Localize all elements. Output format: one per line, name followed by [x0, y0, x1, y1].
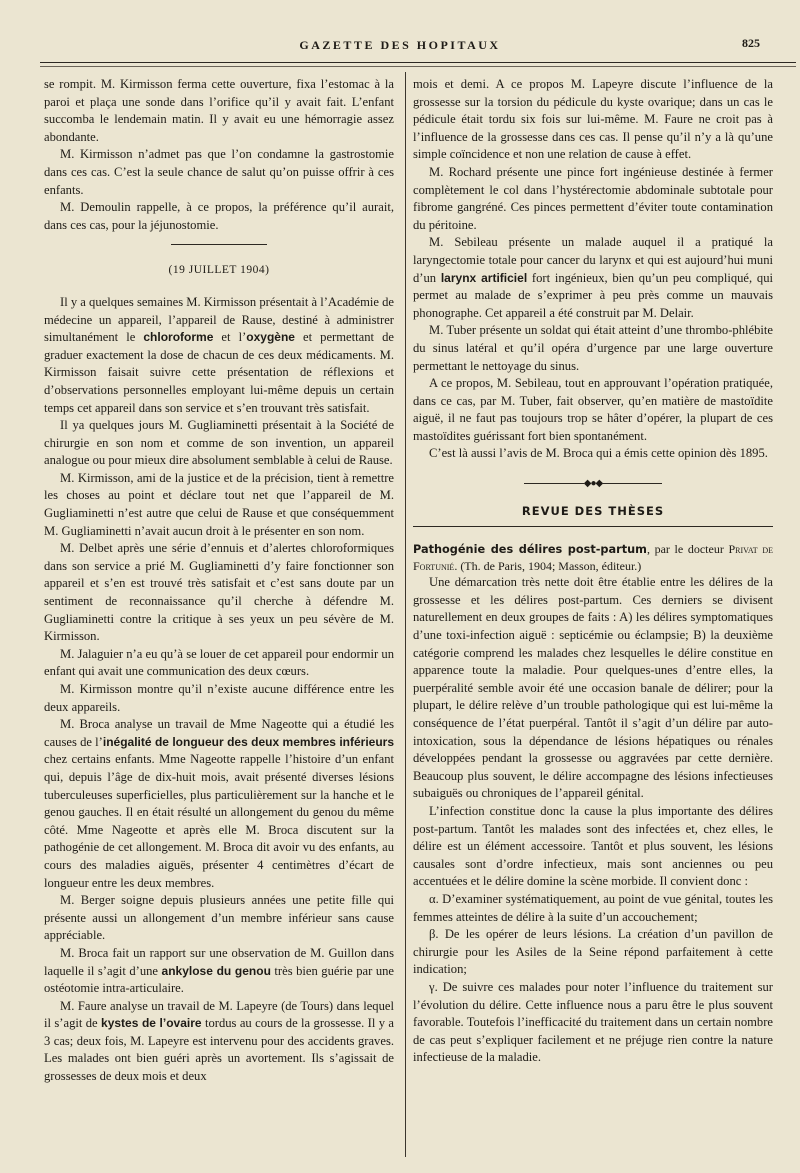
- paragraph: [413, 234, 773, 322]
- text-run: , par le docteur: [646, 542, 729, 557]
- section-title: REVUE DES THÈSES: [521, 503, 665, 518]
- keyword-kystes: kystes de l’ovaire: [101, 1016, 202, 1031]
- paragraph: [44, 945, 394, 998]
- paragraph: M. Berger soigne depuis plusieurs années une petite fille qui présente aussi un allongement d’un membre inférieur sans cause appréciable.: [44, 893, 394, 943]
- text-run: M. Faure analyse un travail de M. Lapeyre (de Tours) dans lequel il s’agit de: [44, 998, 394, 1031]
- paragraph: M. Demoulin rappelle, à ce propos, la préférence qu’il aurait, dans ces cas, pour la jéjunostomie.: [44, 200, 394, 232]
- column-separator: [405, 72, 406, 1157]
- text-run: . (Th. de Paris, 1904; Masson, éditeur.): [454, 559, 642, 574]
- text-run: très bien guérie par une ostéotomie intra-articulaire.: [44, 963, 394, 996]
- header-rule: [40, 62, 796, 63]
- paragraph: [44, 998, 394, 1086]
- paragraph: M. Kirmisson, ami de la justice et de la précision, tient à remettre les choses au point et déclare tout net que l’appareil de M. Gugliaminetti n’est autre que celui de Rause et que conséquemment M. Gugliaminetti n’avait aucun droit à le présenter en son nom.: [44, 470, 394, 538]
- text-run: et permettant de graduer exactement la dose de chacun de ces deux médicaments. M. Kirmisson faisait suivre cette présentation de réflexions et d’observations personnelles employant lui-même depuis un certain temps cet appareil dans son service et s’en trouvant très satisfait.: [44, 330, 394, 415]
- text-run: tordus au cours de la grossesse. Il y a 3 cas; deux fois, M. Lapeyre est intervenu pour des accidents graves. Les malades ont bien guéri après un avortement. Ils s’agissait de grossesses de deux mois et deux: [44, 1016, 394, 1084]
- text-run: fort ingénieux, bien qu’un peu compliqué, qui permet au malade de s’exprimer à peu près comme un mauvais phonographe. Cet appareil a été construit par M. Delair.: [413, 270, 774, 320]
- text-run: Il y a quelques semaines M. Kirmisson présentait à l’Académie de médecine un appareil, l’appareil de Rause, destiné à administrer simultanément le: [44, 294, 394, 345]
- paragraph: A ce propos, M. Sebileau, tout en approuvant l’opération pratiquée, dans ce cas, par M. Tuber, fait observer, qu’en matière de mastoïdite aiguë, il ne faut pas toujours trop se hâter d’opérer, la plupart de ces mastoïdites guérissant fort bien spontanément.: [413, 376, 773, 443]
- paragraph: M. Tuber présente un soldat qui était atteint d’une thrombo-phlébite du sinus latéral et qu’il opéra d’urgence par une large ouverture permettant le nettoyage du sinus.: [413, 323, 773, 373]
- session-date-block: [44, 244, 394, 280]
- section-rule: [413, 526, 773, 527]
- right-column: [413, 76, 773, 1067]
- left-column: [44, 76, 394, 1086]
- paragraph: α. D’examiner systématiquement, au point de vue génital, toutes les femmes atteintes de délire à la suite d’un accouchement;: [413, 891, 773, 924]
- keyword-larynx: larynx artificiel: [440, 270, 528, 285]
- paragraph: [44, 294, 394, 417]
- paragraph: γ. De suivre ces malades pour noter l’influence du traitement sur l’évolution du délire. Cette influence nous a paru être le plus souvent favorable. Toutefois l’inefficacité du traitement dans un certain nombre de cas peut s’expliquer facilement et ne préjuge rien contre la nature infectieuse de la maladie.: [413, 979, 773, 1065]
- text-run: et l’: [213, 330, 247, 345]
- page-number: 825: [742, 36, 760, 50]
- ornament-divider: ◆●◆: [413, 475, 773, 493]
- running-head: GAZETTE DES HOPITAUX: [299, 38, 501, 52]
- paragraph: M. Rochard présente une pince fort ingénieuse destinée à fermer complètement le col dans l’hystérectomie abdominale subtotale pour fibrome gangréné. Ces pinces permettent d’éviter toute contamination du péritoine.: [413, 164, 773, 232]
- keyword-inegalite: inégalité de longueur des deux membres inférieurs: [102, 734, 394, 749]
- paragraph: M. Jalaguier n’a eu qu’à se louer de cet appareil pour endormir un enfant qui avait une communication des deux cœurs.: [44, 646, 394, 679]
- paragraph: mois et demi. A ce propos M. Lapeyre discute l’influence de la grossesse sur la torsion du pédicule du kyste ovarique; dans un cas le pédicule était tordu six fois sur lui-même. M. Faure ne croit pas à l’influence de la grossesse dans ces cas. Il pense qu’il n’y a là qu’une simple coïncidence et non une relation de cause à effet.: [413, 77, 773, 162]
- page-top-edge: [0, 0, 800, 30]
- text-run: chez certains enfants. Mme Nageotte rappelle l’histoire d’un enfant qui, depuis l’âge de dix-huit mois, avait présenté diverses lésions tuberculeuses superficielles, plus particulièrement sur la hanche et le genou gauches. Il en était résulté un allongement du genou du même côté. Mme Nageotte et après elle M. Broca discutent sur la pathogénie de cet allongement. M. Broca dit avoir vu des enfants, au cours des maladies aiguës, présenter 4 centimètres d’écart de longueur entre les deux membres.: [44, 752, 394, 890]
- paragraph: L’infection constitue donc la cause la plus importante des délires post-partum. Tantôt les malades sont des infectées et, chez elles, le délire est un élément accessoire. Tantôt et plus souvent, les lésions causales sont d’ordre infectieux, mais sont anciennes ou peu accentuées et le délire domine la scène morbide. Il convient donc :: [413, 803, 773, 889]
- keyword-ankylose: ankylose du genou: [161, 963, 271, 978]
- thesis-title: Pathogénie des délires post-partum: [413, 543, 647, 557]
- paragraph: Une démarcation très nette doit être établie entre les délires de la grossesse et les délires post-partum. Ces derniers se divisent naturellement en deux groupes de faits : A) les délires symptomatiques d’une toxi-infection aiguë : septicémie ou éclampsie; B) la deuxième catégorie comprend les malades chez lesquelles le délire constitue en apparence toute la maladie. Pour quelques-unes d’entre elles, la puerpéralité semble avoir été une occasion banale de délirer; pour la plupart, le délire relève d’un trouble pathologique qui est lui-même la conséquence de l’état puerpéral. Tantôt il s’agit d’un délire par auto-intoxication, sous la dépendance de lésions hépatiques ou rénales développées pendant la grossesse ou aggravées par cette dernière. Beaucoup plus souvent, le délire accompagne des lésions infectieuses subaiguës ou chroniques de l’appareil génital.: [413, 575, 773, 801]
- paragraph: [44, 716, 394, 892]
- header-rule-thin: [40, 66, 796, 67]
- paragraph: M. Delbet après une série d’ennuis et d’alertes chloroformiques dans son service a prié M. Gugliaminetti d’y faire fonctionner son appareil et s’en est trouvé très satisfait et c’est sans doute par un sentiment de reconnaissance qu’il cherche à défendre M. Gugliaminetti contre la critique à ses yeux un peu sévère de M. Kirmisson.: [44, 541, 394, 644]
- divider: [171, 244, 267, 245]
- text-run: M. Broca fait un rapport sur une observation de M. Guillon dans laquelle il s’agit d’une: [44, 945, 394, 978]
- keyword-oxygene: oxygène: [246, 330, 295, 345]
- session-date: (19 JUILLET 1904): [168, 264, 270, 277]
- paragraph: Il ya quelques jours M. Gugliaminetti présentait à la Société de chirurgie en son nom et comme de son invention, un appareil analogue ou pour mieux dire absolument semblable à celui de Rause.: [44, 418, 394, 468]
- bibliographic-entry: [413, 541, 773, 574]
- text-run: M. Broca analyse un travail de Mme Nageotte qui a étudié les causes de l’: [44, 717, 394, 749]
- paragraph: C’est là aussi l’avis de M. Broca qui a émis cette opinion dès 1895.: [429, 446, 768, 461]
- paragraph: M. Kirmisson n’admet pas que l’on condamne la gastrostomie dans ces cas. C’est la seule chance de salut qu’on puisse offrir à ces enfants.: [44, 147, 394, 197]
- keyword-chloroforme: chloroforme: [143, 330, 214, 345]
- text-run: M. Sebileau présente un malade auquel il a pratiqué la laryngectomie totale pour cancer du larynx et qui est aujourd’hui muni d’un: [413, 235, 773, 285]
- paragraph: β. De les opérer de leurs lésions. La création d’un pavillon de chirurgie pour les Asiles de la Seine répond parfaitement à cette indication;: [413, 927, 773, 977]
- paragraph: se rompit. M. Kirmisson ferma cette ouverture, fixa l’estomac à la paroi et plaça une sonde dans l’orifice qu’il y avait fait. L’enfant succomba le lendemain matin. Il y avait eu une hémorragie assez abondante.: [44, 77, 394, 144]
- thesis-author: Privat de Fortunié: [413, 542, 773, 574]
- paragraph: M. Kirmisson montre qu’il n’existe aucune différence entre les deux appareils.: [44, 682, 394, 714]
